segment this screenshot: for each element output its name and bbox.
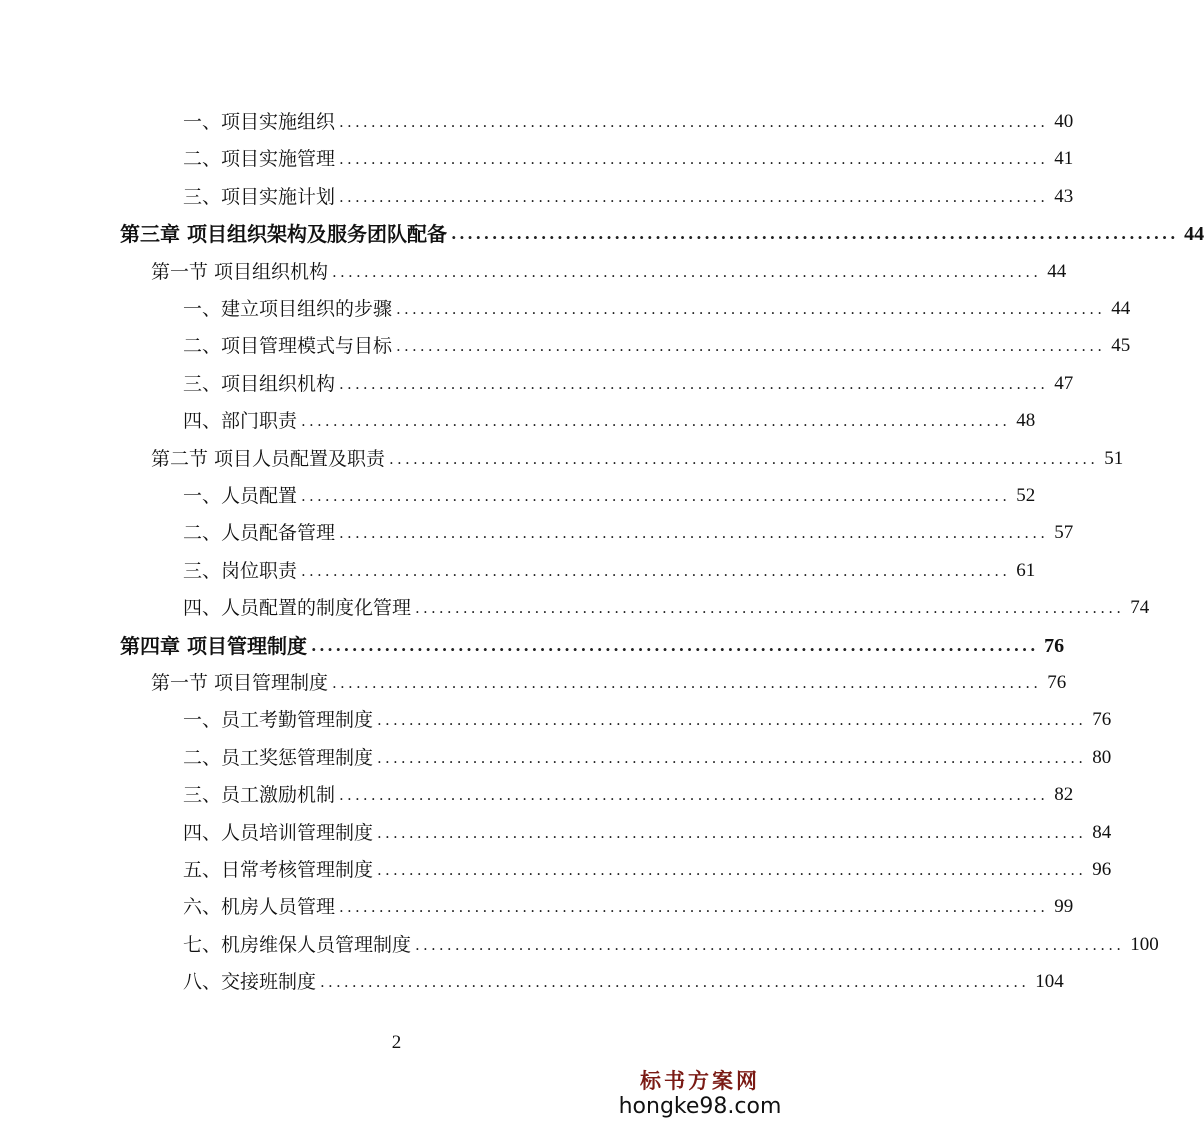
toc-entry-page: 80: [1092, 746, 1112, 768]
watermark-url: hongke98.com: [618, 1094, 782, 1119]
toc-entry-page: 76: [1044, 634, 1065, 657]
toc-entry-page: 82: [1054, 784, 1074, 806]
toc-entry-page: 47: [1054, 372, 1074, 394]
toc-dot-leader: .........................................................................................: [339, 374, 1049, 393]
toc-entry-title: 二、项目实施管理: [183, 148, 336, 171]
toc-entry-title: 一、项目实施组织: [183, 111, 336, 133]
toc-entry: [183, 740, 1112, 770]
toc-entry-title: 二、员工奖惩管理制度: [183, 746, 374, 769]
toc-entry-title: 八、交接班制度: [183, 971, 317, 994]
toc-entry: [120, 216, 1204, 247]
toc-entry: [183, 515, 1074, 545]
toc-entry-title: 三、项目实施计划: [183, 185, 336, 208]
toc-entry-page: 48: [1016, 410, 1036, 432]
watermark-site-name: 标书方案网: [640, 1068, 760, 1093]
toc-entry: [183, 328, 1131, 358]
toc-dot-leader: .........................................................................................: [301, 561, 1011, 580]
toc-entry: [183, 179, 1074, 209]
toc-entry: [151, 665, 1067, 695]
toc-entry-title: 一、人员配置: [183, 485, 298, 507]
toc-entry-page: 76: [1047, 672, 1067, 693]
toc-entry: [183, 478, 1036, 508]
toc-entry-title: 四、人员培训管理制度: [183, 821, 374, 844]
toc-dot-leader: .........................................................................................: [396, 300, 1106, 318]
toc-entry-page: 45: [1111, 335, 1131, 357]
toc-entry: [183, 403, 1036, 433]
toc-entry: [151, 254, 1067, 284]
toc-entry: [183, 702, 1112, 732]
toc-dot-leader: .........................................................................................: [450, 224, 1179, 244]
toc-dot-leader: .........................................................................................: [301, 412, 1011, 431]
toc-entry: [183, 291, 1131, 321]
toc-entry: [183, 777, 1074, 807]
toc-entry-page: 76: [1092, 709, 1112, 731]
toc-entry-title: 第三章 项目组织架构及服务团队配备: [120, 222, 447, 247]
toc-entry-page: 52: [1016, 485, 1036, 506]
toc-entry-title: 六、机房人员管理: [183, 896, 336, 919]
toc-dot-leader: .........................................................................................: [339, 786, 1049, 805]
toc-entry-title: 三、项目组织机构: [183, 372, 336, 395]
toc-entry-page: 40: [1054, 111, 1074, 132]
toc-entry: [183, 104, 1074, 134]
site-watermark: [615, 1068, 785, 1120]
toc-entry-title: 二、人员配备管理: [183, 522, 336, 545]
toc-entry-title: 一、建立项目组织的步骤: [183, 298, 393, 320]
toc-dot-leader: .........................................................................................: [310, 635, 1039, 655]
toc-entry-page: 44: [1184, 223, 1204, 246]
toc-entry-title: 第四章 项目管理制度: [120, 633, 307, 658]
toc-entry-page: 41: [1054, 148, 1074, 170]
toc-entry-title: 第二节 项目人员配置及职责: [151, 447, 386, 470]
toc-entry-page: 74: [1130, 597, 1150, 619]
toc-entry-title: 四、人员配置的制度化管理: [183, 597, 412, 620]
toc-entry-title: 五、日常考核管理制度: [183, 859, 374, 881]
toc-dot-leader: .........................................................................................: [332, 262, 1042, 281]
toc-entry-page: 96: [1092, 859, 1112, 880]
toc-entry: [183, 852, 1112, 882]
toc-entry-title: 第一节 项目管理制度: [151, 672, 329, 694]
toc-dot-leader: .........................................................................................: [301, 487, 1011, 505]
toc-dot-leader: .........................................................................................: [332, 674, 1042, 692]
toc-entry-title: 三、岗位职责: [183, 559, 298, 582]
toc-dot-leader: .........................................................................................: [339, 524, 1049, 543]
toc-entry: [183, 927, 1159, 957]
toc-entry-title: 第一节 项目组织机构: [151, 260, 329, 283]
toc-dot-leader: .........................................................................................: [415, 599, 1125, 618]
toc-entry-title: 一、员工考勤管理制度: [183, 709, 374, 732]
toc-entry-page: 44: [1111, 298, 1131, 319]
toc-dot-leader: .........................................................................................: [339, 150, 1049, 169]
page-number: 2: [391, 1032, 402, 1053]
toc-entry: [183, 964, 1064, 994]
toc-entry-page: 99: [1054, 896, 1074, 918]
toc-entry-title: 七、机房维保人员管理制度: [183, 933, 412, 956]
toc-entry: [151, 441, 1124, 471]
toc-dot-leader: .........................................................................................: [377, 748, 1087, 767]
toc-entry-page: 44: [1047, 260, 1067, 282]
toc-dot-leader: .........................................................................................: [389, 449, 1099, 468]
toc-entry: [183, 889, 1074, 919]
toc-dot-leader: .........................................................................................: [320, 973, 1030, 992]
toc-entry: [183, 553, 1036, 583]
toc-entry: [183, 815, 1112, 845]
toc-entry: [183, 141, 1074, 171]
toc-dot-leader: .........................................................................................: [377, 861, 1087, 879]
toc-entry-page: 84: [1092, 821, 1112, 843]
toc-entry-page: 51: [1104, 447, 1124, 469]
toc-entry-title: 四、部门职责: [183, 410, 298, 433]
toc-entry-page: 100: [1130, 933, 1159, 955]
toc-dot-leader: .........................................................................................: [396, 337, 1106, 356]
toc-dot-leader: .........................................................................................: [339, 113, 1049, 131]
toc-entry-page: 104: [1035, 971, 1064, 993]
toc-entry: [183, 366, 1074, 396]
toc-entry-title: 三、员工激励机制: [183, 784, 336, 807]
toc-dot-leader: .........................................................................................: [415, 935, 1125, 954]
toc-entry-page: 61: [1016, 559, 1036, 581]
toc-entry-title: 二、项目管理模式与目标: [183, 335, 393, 358]
toc-entry: [120, 628, 1065, 658]
toc-dot-leader: .........................................................................................: [339, 187, 1049, 206]
toc-dot-leader: .........................................................................................: [339, 898, 1049, 917]
toc-entry-page: 57: [1054, 522, 1074, 544]
toc-entry: [183, 590, 1150, 620]
toc-dot-leader: .........................................................................................: [377, 823, 1087, 842]
toc-dot-leader: .........................................................................................: [377, 711, 1087, 730]
toc-entry-page: 43: [1054, 185, 1074, 207]
